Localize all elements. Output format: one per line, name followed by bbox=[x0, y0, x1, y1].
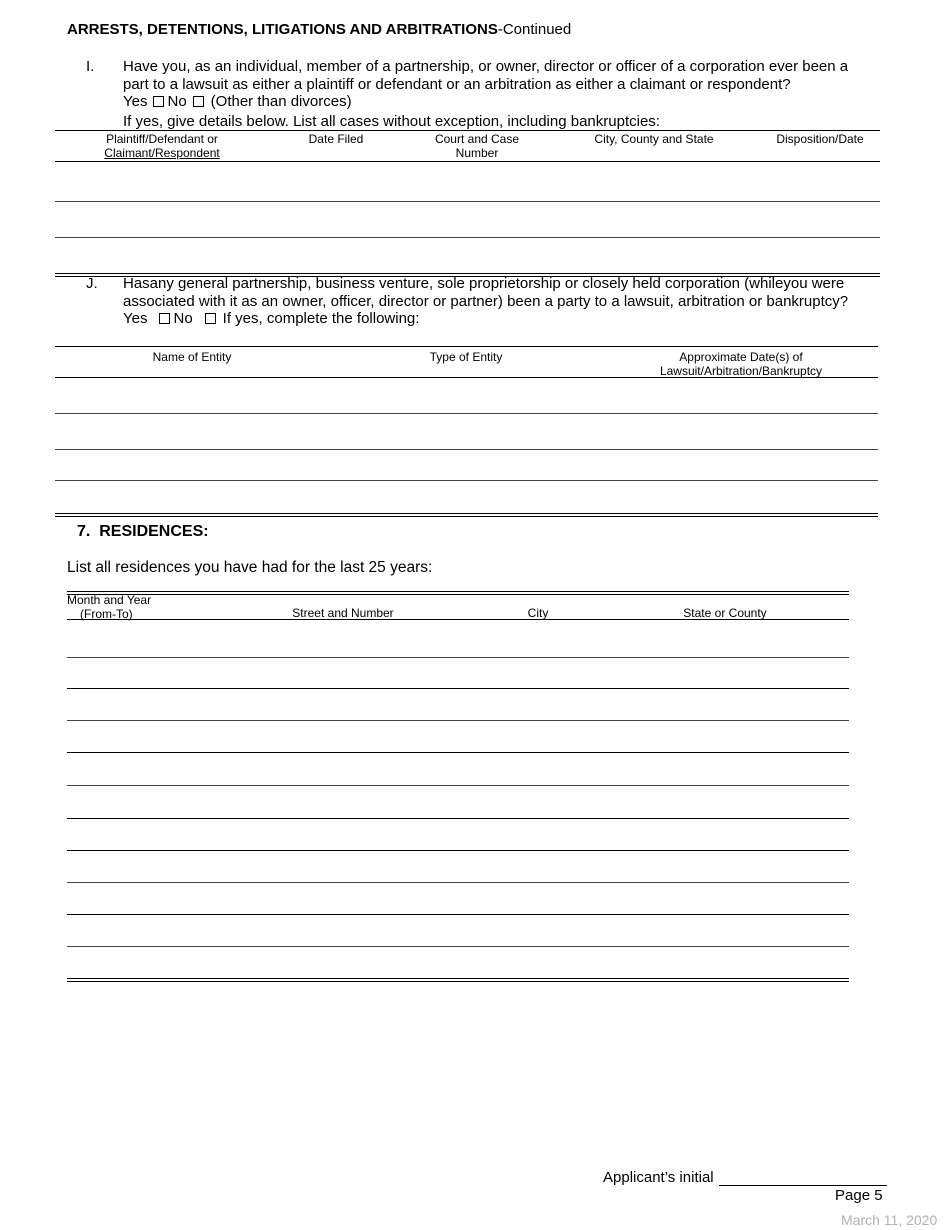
table-j-row-line[interactable] bbox=[55, 449, 878, 450]
table-j-row-line[interactable] bbox=[55, 480, 878, 481]
table-i-header-court-case: Court and Case Number bbox=[434, 132, 520, 160]
table-7-row-line[interactable] bbox=[67, 946, 849, 947]
table-i-row-line[interactable] bbox=[55, 237, 880, 238]
table-7-row-line[interactable] bbox=[67, 914, 849, 915]
table-7-bottom-rule-double bbox=[67, 981, 849, 982]
yes-checkbox[interactable] bbox=[153, 96, 164, 107]
question-j-instruction: If yes, complete the following: bbox=[222, 310, 420, 327]
table-i-header-city-county-state: City, County and State bbox=[594, 132, 714, 146]
question-i-note: (Other than divorces) bbox=[210, 93, 352, 110]
table-7-row-line[interactable] bbox=[67, 657, 849, 658]
table-7-top-rule-double bbox=[67, 594, 849, 595]
section-header-title: ARRESTS, DETENTIONS, LITIGATIONS AND ARBITRATIONS bbox=[67, 21, 498, 38]
table-7-row-line[interactable] bbox=[67, 688, 849, 689]
question-i-answer-row bbox=[123, 93, 352, 111]
table-j-bottom-rule-double bbox=[55, 516, 878, 517]
table-7-row-line[interactable] bbox=[67, 850, 849, 851]
yes-label: Yes bbox=[123, 93, 148, 110]
table-7-header-city: City bbox=[527, 606, 549, 620]
question-i-marker: I. bbox=[86, 58, 95, 75]
table-i-header-date-filed: Date Filed bbox=[308, 132, 364, 146]
table-7-row-line[interactable] bbox=[67, 752, 849, 753]
residences-instruction: List all residences you have had for the last 25 years: bbox=[67, 559, 433, 576]
table-7-row-line[interactable] bbox=[67, 720, 849, 721]
no-label: No bbox=[173, 310, 193, 327]
no-label: No bbox=[167, 93, 187, 110]
section-header bbox=[67, 21, 571, 38]
revision-date: March 11, 2020 bbox=[841, 1212, 938, 1228]
applicant-initial-label: Applicant’s initial bbox=[603, 1169, 714, 1186]
table-i-header-plaintiff: Plaintiff/Defendant or Claimant/Respondent bbox=[104, 132, 220, 160]
table-i-bottom-rule bbox=[55, 273, 880, 274]
table-7-row-line[interactable] bbox=[67, 882, 849, 883]
question-i-line1: Have you, as an individual, member of a partnership, or owner, director or officer of a corporation ever been a bbox=[123, 58, 849, 75]
applicant-initial-field[interactable] bbox=[719, 1185, 887, 1186]
page-number: Page 5 bbox=[835, 1187, 883, 1204]
table-j-top-rule bbox=[55, 346, 878, 347]
table-j-header-name: Name of Entity bbox=[152, 350, 232, 364]
no-checkbox[interactable] bbox=[205, 313, 216, 324]
question-j-answer-row bbox=[123, 310, 419, 328]
section-header-suffix: -Continued bbox=[497, 21, 572, 38]
residences-title: 7. RESIDENCES: bbox=[77, 523, 209, 540]
question-j-marker: J. bbox=[86, 275, 98, 292]
table-7-top-rule bbox=[67, 591, 849, 592]
table-7-bottom-rule bbox=[67, 978, 849, 979]
table-i-header-disposition: Disposition/Date bbox=[776, 132, 864, 146]
question-j-line1: Hasany general partnership, business venture, sole proprietorship or closely held corporation (whileyou were bbox=[123, 275, 845, 292]
table-i-header-rule bbox=[55, 161, 880, 162]
table-7-header-month-year: Month and Year (From-To) bbox=[67, 593, 152, 621]
question-j-line2: associated with it as an owner, officer, director or partner) been a party to a lawsuit, arbitration or bankruptcy? bbox=[123, 292, 849, 310]
yes-checkbox[interactable] bbox=[159, 313, 170, 324]
table-j-header-type: Type of Entity bbox=[429, 350, 503, 364]
table-j-header-dates: Approximate Date(s) of Lawsuit/Arbitration/Bankruptcy bbox=[659, 350, 823, 378]
table-7-header-state-county: State or County bbox=[683, 606, 767, 620]
table-i-row-line[interactable] bbox=[55, 201, 880, 202]
table-j-row-line[interactable] bbox=[55, 413, 878, 414]
yes-label: Yes bbox=[123, 310, 148, 327]
table-7-header-rule bbox=[67, 619, 849, 620]
table-7-row-line[interactable] bbox=[67, 785, 849, 786]
table-j-header-rule bbox=[55, 377, 878, 378]
table-i-top-rule bbox=[55, 130, 880, 131]
no-checkbox[interactable] bbox=[193, 96, 204, 107]
table-7-header-street: Street and Number bbox=[292, 606, 394, 620]
table-j-bottom-rule bbox=[55, 513, 878, 514]
question-i-instruction: If yes, give details below. List all cases without exception, including bankruptcies: bbox=[123, 113, 660, 130]
question-i-line2: part to a lawsuit as either a plaintiff or defendant or an arbitration as either a claimant or respondent? bbox=[123, 75, 791, 93]
table-7-row-line[interactable] bbox=[67, 818, 849, 819]
